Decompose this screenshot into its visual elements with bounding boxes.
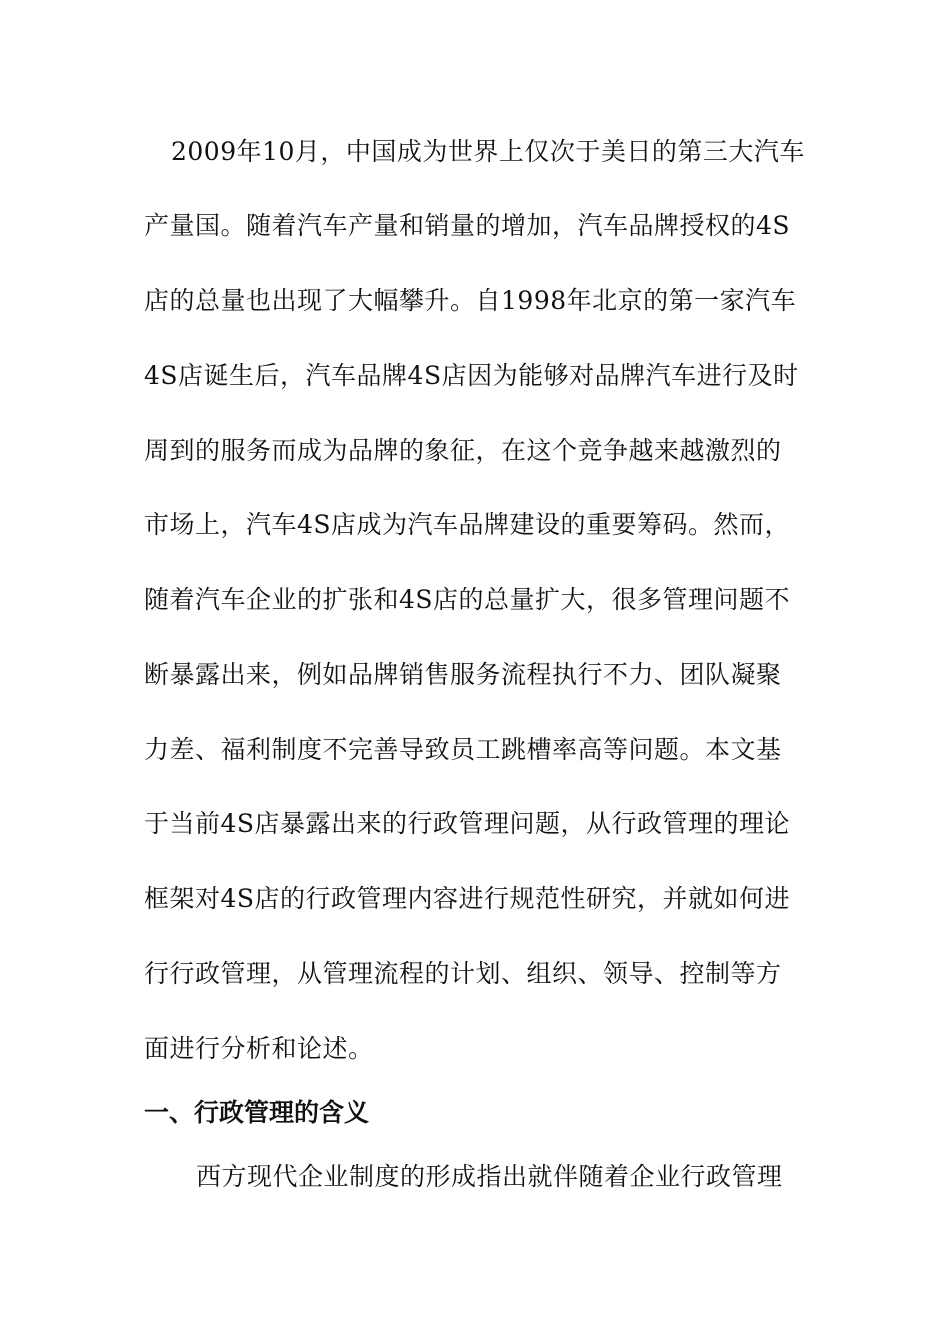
paragraph-line: 周到的服务而成为品牌的象征，在这个竞争越来越激烈的 [144, 436, 782, 465]
paragraph-line: 店的总量也出现了大幅攀升。自1998年北京的第一家汽车 [144, 286, 797, 315]
paragraph-line: 2009年10月，中国成为世界上仅次于美日的第三大汽车 [171, 137, 805, 166]
paragraph-line: 4S店诞生后，汽车品牌4S店因为能够对品牌汽车进行及时 [144, 361, 799, 390]
paragraph-line: 面进行分析和论述。 [144, 1034, 374, 1063]
paragraph-line: 随着汽车企业的扩张和4S店的总量扩大，很多管理问题不 [144, 585, 791, 614]
paragraph-line: 于当前4S店暴露出来的行政管理问题，从行政管理的理论 [144, 809, 791, 838]
paragraph-line: 西方现代企业制度的形成指出就伴随着企业行政管理 [196, 1162, 783, 1191]
paragraph-line: 框架对4S店的行政管理内容进行规范性研究，并就如何进 [144, 884, 791, 913]
paragraph-line: 市场上，汽车4S店成为汽车品牌建设的重要筹码。然而， [144, 510, 791, 539]
paragraph-line: 行行政管理，从管理流程的计划、组织、领导、控制等方 [144, 959, 782, 988]
paragraph-line: 力差、福利制度不完善导致员工跳槽率高等问题。本文基 [144, 735, 782, 764]
paragraph-line: 产量国。随着汽车产量和销量的增加，汽车品牌授权的4S [144, 211, 791, 240]
section-heading: 一、行政管理的含义 [144, 1098, 370, 1127]
paragraph-line: 断暴露出来，例如品牌销售服务流程执行不力、团队凝聚 [144, 660, 782, 689]
